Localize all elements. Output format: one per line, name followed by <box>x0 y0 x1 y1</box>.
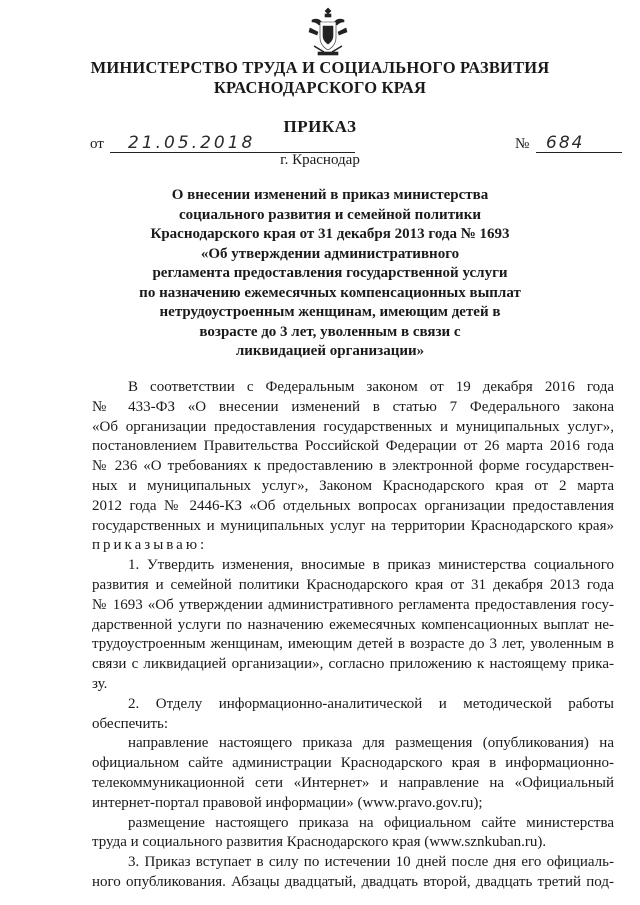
order-heading <box>130 186 530 362</box>
body-line: связи с ликвидацией организации», согласно приложению к настоящему прика- <box>92 656 614 673</box>
body-line: 1. Утвердить изменения, вносимые в приказ министерства социального <box>128 557 614 574</box>
body-line: № 1693 «Об утверждении административного регламента предоставления госу- <box>92 596 614 613</box>
body-line: «Об организации предоставления государственных и муниципальных услуг», <box>92 418 614 435</box>
order-verb: приказываю: <box>92 537 208 554</box>
body-line: обеспечить: <box>92 715 169 732</box>
body-line: дарственной услуги по назначению ежемесячных компенсационных выплат не- <box>92 616 614 633</box>
body-line: № 433-ФЗ «О внесении изменений в статью 7 Федерального закона <box>92 398 614 415</box>
body-line: государственных и муниципальных услуг на территории Краснодарского края» <box>92 517 614 534</box>
heading-line: социального развития и семейной политики <box>179 206 481 223</box>
body-line: ного опубликования. Абзацы двадцатый, двадцать второй, двадцать третий под- <box>92 873 614 890</box>
heading-line: О внесении изменений в приказ министерства <box>171 187 489 203</box>
heading-line: «Об утверждении административного <box>200 245 460 262</box>
heading-line: регламента предоставления государственной услуги <box>152 265 508 281</box>
body-line: 2012 года № 2446-КЗ «Об отдельных вопросах организации предоставления <box>92 497 614 514</box>
body-line: развития и семейной политики Краснодарского края от 31 декабря 2013 года <box>92 576 614 593</box>
body-line: 2. Отделу информационно-аналитической и методической работы <box>128 695 614 712</box>
body-line: труда и социального развития Краснодарского края (www.sznkuban.ru). <box>92 834 547 851</box>
date-prefix: от <box>90 136 104 152</box>
body-line: зу. <box>92 675 108 692</box>
body-line: № 236 «О требованиях к предоставлению в электронной форме государствен- <box>92 458 614 475</box>
heading-line: по назначению ежемесячных компенсационных выплат <box>139 284 521 301</box>
body-line: постановлением Правительства Российской Федерации от 26 марта 2016 года <box>92 438 614 455</box>
coat-of-arms-emblem <box>306 6 350 58</box>
ministry-line-2: КРАСНОДАРСКОГО КРАЯ <box>213 78 427 97</box>
number-prefix: № <box>515 136 530 152</box>
body-line: размещение настоящего приказа на официальном сайте министерства <box>128 814 614 831</box>
order-body <box>92 378 614 893</box>
handwritten-date: 21.05.2018 <box>110 136 355 153</box>
order-title: ПРИКАЗ <box>283 117 357 136</box>
body-line: ных и муниципальных услуг», Законом Краснодарского края от 2 марта <box>92 477 614 494</box>
body-line: официальном сайте администрации Краснодарского края в информационно- <box>92 755 614 772</box>
heading-line: Краснодарского края от 31 декабря 2013 года № 1693 <box>150 226 510 242</box>
heading-line: возрасте до 3 лет, уволенным в связи с <box>199 323 461 340</box>
body-line: трудоустроенным женщинам, имеющим детей в возрасте до 3 лет, уволенным в <box>92 636 614 653</box>
heading-line: ликвидацией организации» <box>235 343 425 359</box>
ministry-line-1: МИНИСТЕРСТВО ТРУДА И СОЦИАЛЬНОГО РАЗВИТИЯ <box>90 58 550 77</box>
city: г. Краснодар <box>280 152 360 168</box>
ministry-name <box>60 58 580 98</box>
handwritten-number: 684 <box>536 136 622 153</box>
body-line: интернет-портал правовой информации» (www.pravo.gov.ru); <box>92 794 483 811</box>
heading-line: нетрудоустроенным женщинам, имеющим детей в <box>159 304 501 320</box>
body-line: направление настоящего приказа для размещения (опубликования) на <box>128 735 614 752</box>
body-line: В соответствии с Федеральным законом от 19 декабря 2016 года <box>128 379 614 395</box>
body-line: 3. Приказ вступает в силу по истечении 10 дней после дня его официаль- <box>128 854 614 871</box>
body-line: телекоммуникационной сети «Интернет» и направление на «Официальный <box>92 774 614 791</box>
